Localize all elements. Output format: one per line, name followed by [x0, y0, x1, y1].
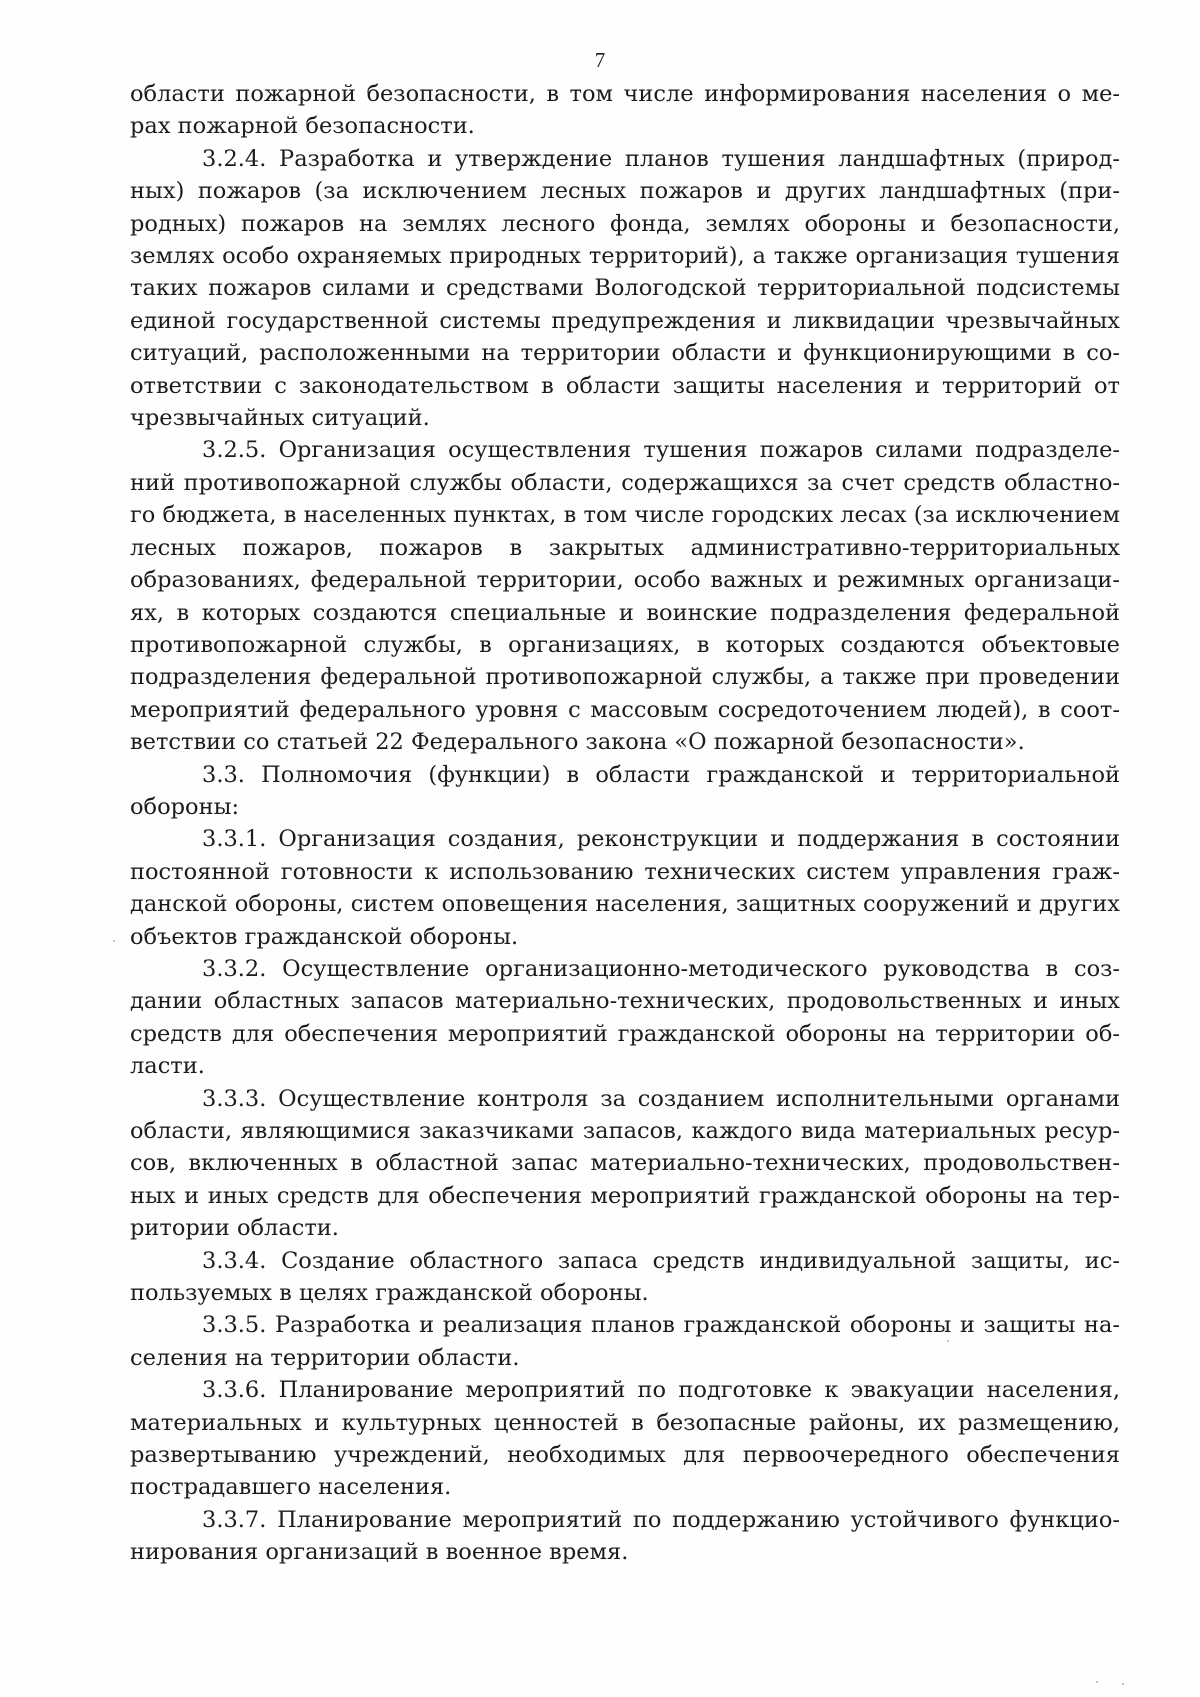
document-body [130, 78, 1120, 1569]
paragraph-3-3-4: 3.3.4. Создание областного запаса средств индивидуальной защиты, используемых в целях гражданской обороны. [130, 1247, 1120, 1307]
scan-speck [1096, 1681, 1098, 1683]
paragraph-3-3-6: 3.3.6. Планирование мероприятий по подготовке к эвакуации населения, материальных и культурных ценностей в безопасные районы, их размещению, развертыванию учреждений, необходимых для первоочередного обеспечения пострадавшего населения. [130, 1377, 1120, 1501]
scan-speck [113, 940, 115, 942]
paragraph-continuation: области пожарной безопасности, в том числе информирования населения о мерах пожарной безопасности. [130, 81, 1120, 140]
paragraph-3-3: 3.3. Полномочия (функции) в области гражданской и территориальной обороны: [130, 761, 1120, 820]
paragraph-3-3-3: 3.3.3. Осуществление контроля за созданием исполнительными органами области, являющимися заказчиками запасов, каждого вида материальных ресурсов, включенных в областной запас материально-технических, продовольственных и иных средств для обеспечения мероприятий гражданской обороны на территории области. [130, 1085, 1120, 1242]
scan-speck [947, 1340, 949, 1342]
paragraph-3-3-5: 3.3.5. Разработка и реализация планов гражданской обороны и защиты населения на территории области. [130, 1312, 1120, 1371]
scan-speck [1122, 1683, 1124, 1685]
paragraph-3-2-4: 3.2.4. Разработка и утверждение планов тушения ландшафтных (природных) пожаров (за исключением лесных пожаров и других ландшафтных (природных) пожаров на землях лесного фонда, землях обороны и безопасности, землях особо охраняемых природных территорий), а также организация тушения таких пожаров силами и средствами Вологодской территориальной подсистемы единой государственной системы предупреждения и ликвидации чрезвычайных ситуаций, расположенными на территории области и функционирующими в соответствии с законодательством в области защиты населения и территорий от чрезвычайных ситуаций. [130, 145, 1120, 432]
paragraph-3-3-2: 3.3.2. Осуществление организационно-методического руководства в создании областных запасов материально-технических, продовольственных и иных средств для обеспечения мероприятий гражданской обороны на территории области. [130, 955, 1120, 1080]
page-number: 7 [594, 48, 606, 72]
paragraph-3-3-7: 3.3.7. Планирование мероприятий по поддержанию устойчивого функционирования организаций в военное время. [130, 1506, 1120, 1566]
paragraph-3-3-1: 3.3.1. Организация создания, реконструкции и поддержания в состоянии постоянной готовности к использованию технических систем управления гражданской обороны, систем оповещения населения, защитных сооружений и других объектов гражданской обороны. [130, 826, 1120, 950]
paragraph-3-2-5: 3.2.5. Организация осуществления тушения пожаров силами подразделений противопожарной службы области, содержащихся за счет средств областного бюджета, в населенных пунктах, в том числе городских лесах (за исключением лесных пожаров, пожаров в закрытых административно-территориальных образованиях, федеральной территории, особо важных и режимных организациях, в которых создаются специальные и воинские подразделения федеральной противопожарной службы, в организациях, в которых создаются объектовые подразделения федеральной противопожарной службы, а также при проведении мероприятий федерального уровня с массовым сосредоточением людей), в соответствии со статьей 22 Федерального закона «О пожарной безопасности». [130, 437, 1120, 756]
